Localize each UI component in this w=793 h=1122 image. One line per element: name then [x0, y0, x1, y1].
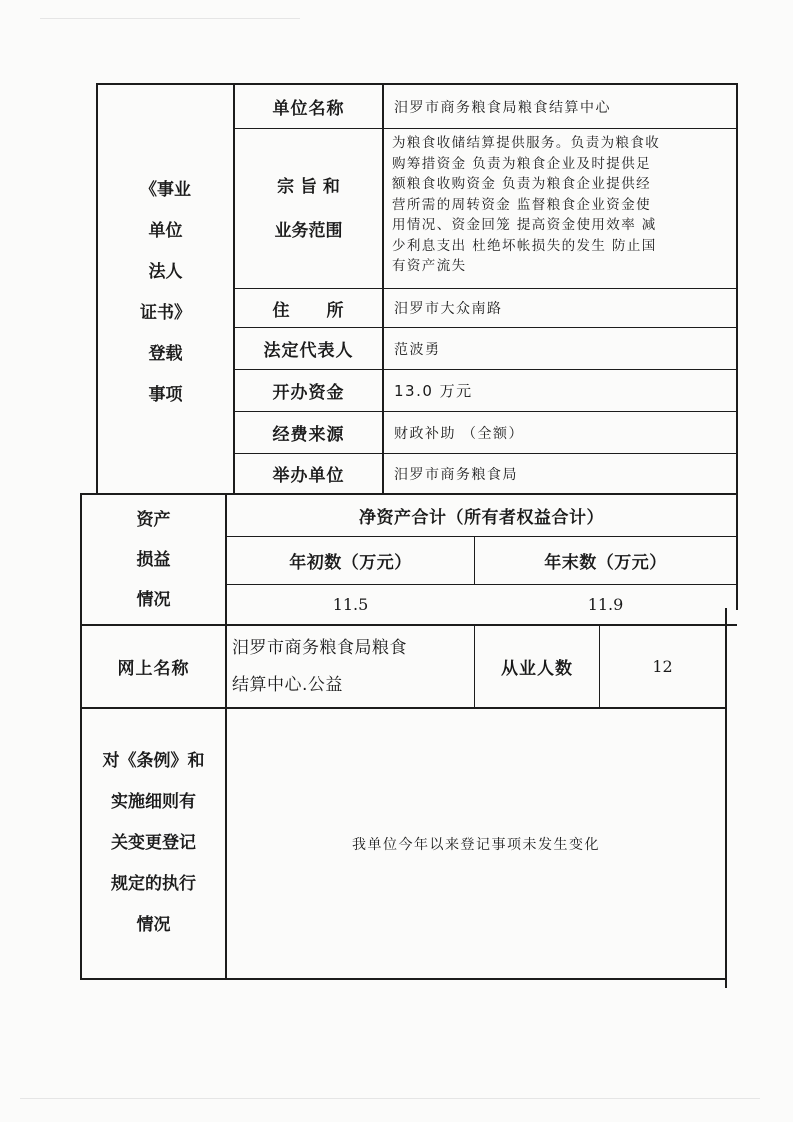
scan-artifact-top	[40, 18, 300, 19]
legal-rep-label: 法定代表人	[263, 341, 354, 361]
assets-title-line-2: 损益	[136, 549, 171, 570]
purpose-line-7: 有资产流失	[392, 258, 467, 274]
end-of-year-value: 11.9	[587, 595, 624, 614]
funding-value: 财政补助 （全额）	[394, 425, 524, 442]
table-border-right	[736, 83, 738, 610]
begin-of-year-value: 11.5	[332, 595, 369, 614]
compliance-statement: 我单位今年以来登记事项未发生变化	[352, 836, 600, 853]
table-border-right-lower	[725, 608, 727, 988]
online-name-line-1: 汨罗市商务粮食局粮食	[232, 638, 407, 658]
funding-label: 经费来源	[272, 425, 345, 445]
sponsor-value: 汨罗市商务粮食局	[394, 466, 518, 483]
assets-title-line-3: 情况	[136, 589, 171, 610]
purpose-label-line-2: 业务范围	[274, 220, 343, 241]
address-label: 住 所	[272, 300, 345, 321]
sponsor-label: 举办单位	[272, 466, 345, 486]
purpose-label	[235, 129, 382, 288]
compliance-title-line-1: 对《条例》和	[102, 751, 205, 771]
purpose-label-line-1: 宗 旨 和	[277, 176, 340, 197]
compliance-title-line-5: 情况	[136, 915, 171, 935]
staff-count-value: 12	[652, 657, 673, 676]
end-of-year-label: 年末数（万元）	[544, 553, 667, 573]
capital-label: 开办资金	[272, 383, 345, 403]
registration-title-line-5: 登载	[148, 344, 183, 364]
purpose-line-6: 少利息支出 杜绝坏帐损失的发生 防止国	[392, 237, 657, 254]
unit-name-value: 汨罗市商务粮食局粮食结算中心	[394, 99, 611, 116]
registration-title-line-6: 事项	[148, 385, 183, 405]
unit-name-label: 单位名称	[272, 99, 345, 119]
compliance-section-title	[82, 709, 225, 978]
scan-artifact-bottom	[20, 1098, 760, 1099]
registration-title-line-1: 《事业	[140, 180, 191, 200]
registration-title-line-3: 法人	[148, 262, 183, 282]
purpose-line-1: 为粮食收储结算提供服务。负责为粮食收	[392, 135, 661, 151]
online-name-value	[232, 630, 472, 704]
registration-title-line-4: 证书》	[140, 303, 191, 323]
purpose-line-4: 营所需的周转资金 监督粮食企业资金使	[392, 196, 651, 213]
begin-of-year-label: 年初数（万元）	[289, 553, 412, 573]
net-assets-header: 净资产合计（所有者权益合计）	[359, 508, 604, 528]
address-value: 汨罗市大众南路	[394, 301, 503, 317]
legal-rep-value: 范波勇	[394, 341, 441, 358]
purpose-line-3: 额粮食收购资金 负责为粮食企业提供经	[392, 176, 651, 192]
compliance-title-line-4: 规定的执行	[111, 874, 196, 894]
purpose-line-5: 用情况、资金回笼 提高资金使用效率 减	[392, 217, 657, 233]
purpose-value	[392, 133, 736, 277]
registration-section-title	[98, 170, 233, 416]
assets-section-title	[82, 495, 225, 624]
staff-count-label: 从业人数	[501, 659, 573, 679]
compliance-title-line-3: 关变更登记	[111, 833, 196, 853]
table-border-bottom	[80, 978, 726, 980]
capital-value: 13.0 万元	[394, 382, 473, 400]
purpose-line-2: 购筹措资金 负责为粮食企业及时提供足	[392, 155, 651, 172]
assets-title-line-1: 资产	[136, 509, 171, 530]
compliance-title-line-2: 实施细则有	[111, 792, 196, 812]
registration-title-line-2: 单位	[148, 221, 183, 241]
online-name-line-2: 结算中心.公益	[232, 675, 343, 695]
online-name-label: 网上名称	[117, 659, 190, 679]
